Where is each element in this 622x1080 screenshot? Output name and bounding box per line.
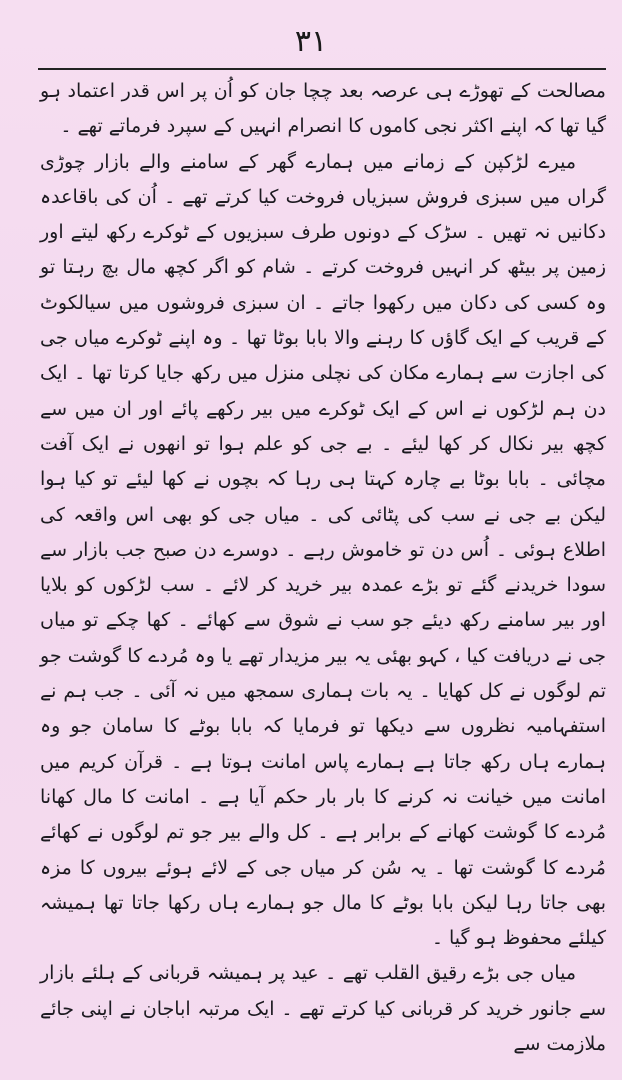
paragraph-1: مصالحت کے تھوڑے ہی عرصہ بعد چچا جان کو اُن پر اس قدر اعتماد ہو گیا تھا کہ اپنے اکثر نجی کاموں کا انصرام انہیں کے سپرد فرماتے تھے ۔ [40, 80, 606, 138]
page-number: ۳۱ [294, 24, 328, 59]
page-body [40, 74, 606, 1062]
header-rule [38, 68, 606, 70]
paragraph-2: میرے لڑکپن کے زمانے میں ہمارے گھر کے سامنے والے بازار چوڑی گراں میں سبزی فروش سبزیاں فروخت کیا کرتے تھے ۔ اُن کی باقاعدہ دکانیں نہ تھیں ۔ سڑک کے دونوں طرف سبزیوں کے ٹوکرے رکھ لیتے اور زمین پر بیٹھ کر انہیں فروخت کرتے ۔ شام کو اگر کچھ مال بچ رہتا تو وہ کسی کی دکان میں رکھوا جاتے ۔ ان سبزی فروشوں میں سیالکوٹ کے قریب کے ایک گاؤں کا رہنے والا بابا بوٹا تھا ۔ وہ اپنے ٹوکرے میاں جی کی اجازت سے ہمارے مکان کی نچلی منزل میں رکھ جایا کرتا تھا ۔ ایک دن ہم لڑکوں نے اس کے ایک ٹوکرے میں بیر رکھے پائے اور ان میں سے کچھ بیر نکال کر کھا لیئے ۔ بے جی کو علم ہوا تو انھوں نے ایک آفت مچائی ۔ بابا بوٹا بے چارہ کہتا ہی رہا کہ بچوں نے کھا لیئے تو کیا ہوا لیکن بے جی نے سب کی پٹائی کی ۔ میاں جی کو بھی اس واقعہ کی اطلاع ہوئی ۔ اُس دن تو خاموش رہے ۔ دوسرے دن صبح جب بازار سے سودا خریدنے گئے تو بڑے عمدہ بیر خرید کر لائے ۔ سب لڑکوں کو بلایا اور بیر سامنے رکھ دیئے جو سب نے شوق سے کھائے ۔ کھا چکے تو میاں جی نے دریافت کیا ، کہو بھئی یہ بیر مزیدار تھے یا وہ مُردے کا گوشت جو تم لوگوں نے کل کھایا ۔ یہ بات ہماری سمجھ میں نہ آئی ۔ جب ہم نے استفہامیہ نظروں سے دیکھا تو فرمایا کہ بابا بوٹے کا سامان جو وہ ہمارے ہاں رکھ جاتا ہے ہمارے پاس امانت ہوتا ہے ۔ قرآن کریم میں امانت میں خیانت نہ کرنے کا بار بار حکم آیا ہے ۔ امانت کا مال کھانا مُردے کا گوشت کھانے کے برابر ہے ۔ کل والے بیر جو تم لوگوں نے کھائے مُردے کا گوشت تھا ۔ یہ سُن کر میاں جی کے لائے ہوئے بیروں کا مزہ بھی جاتا رہا لیکن بابا بوٹے کا مال جو ہمارے ہاں رکھا جاتا تھا ہمیشہ کیلئے محفوظ ہو گیا ۔ [40, 150, 606, 950]
paragraph-3: میاں جی بڑے رقیق القلب تھے ۔ عید پر ہمیشہ قربانی کے ہلئے بازار سے جانور خرید کر قربانی کیا کرتے تھے ۔ ایک مرتبہ اباجان نے اپنی جائے ملازمت سے [40, 962, 606, 1056]
